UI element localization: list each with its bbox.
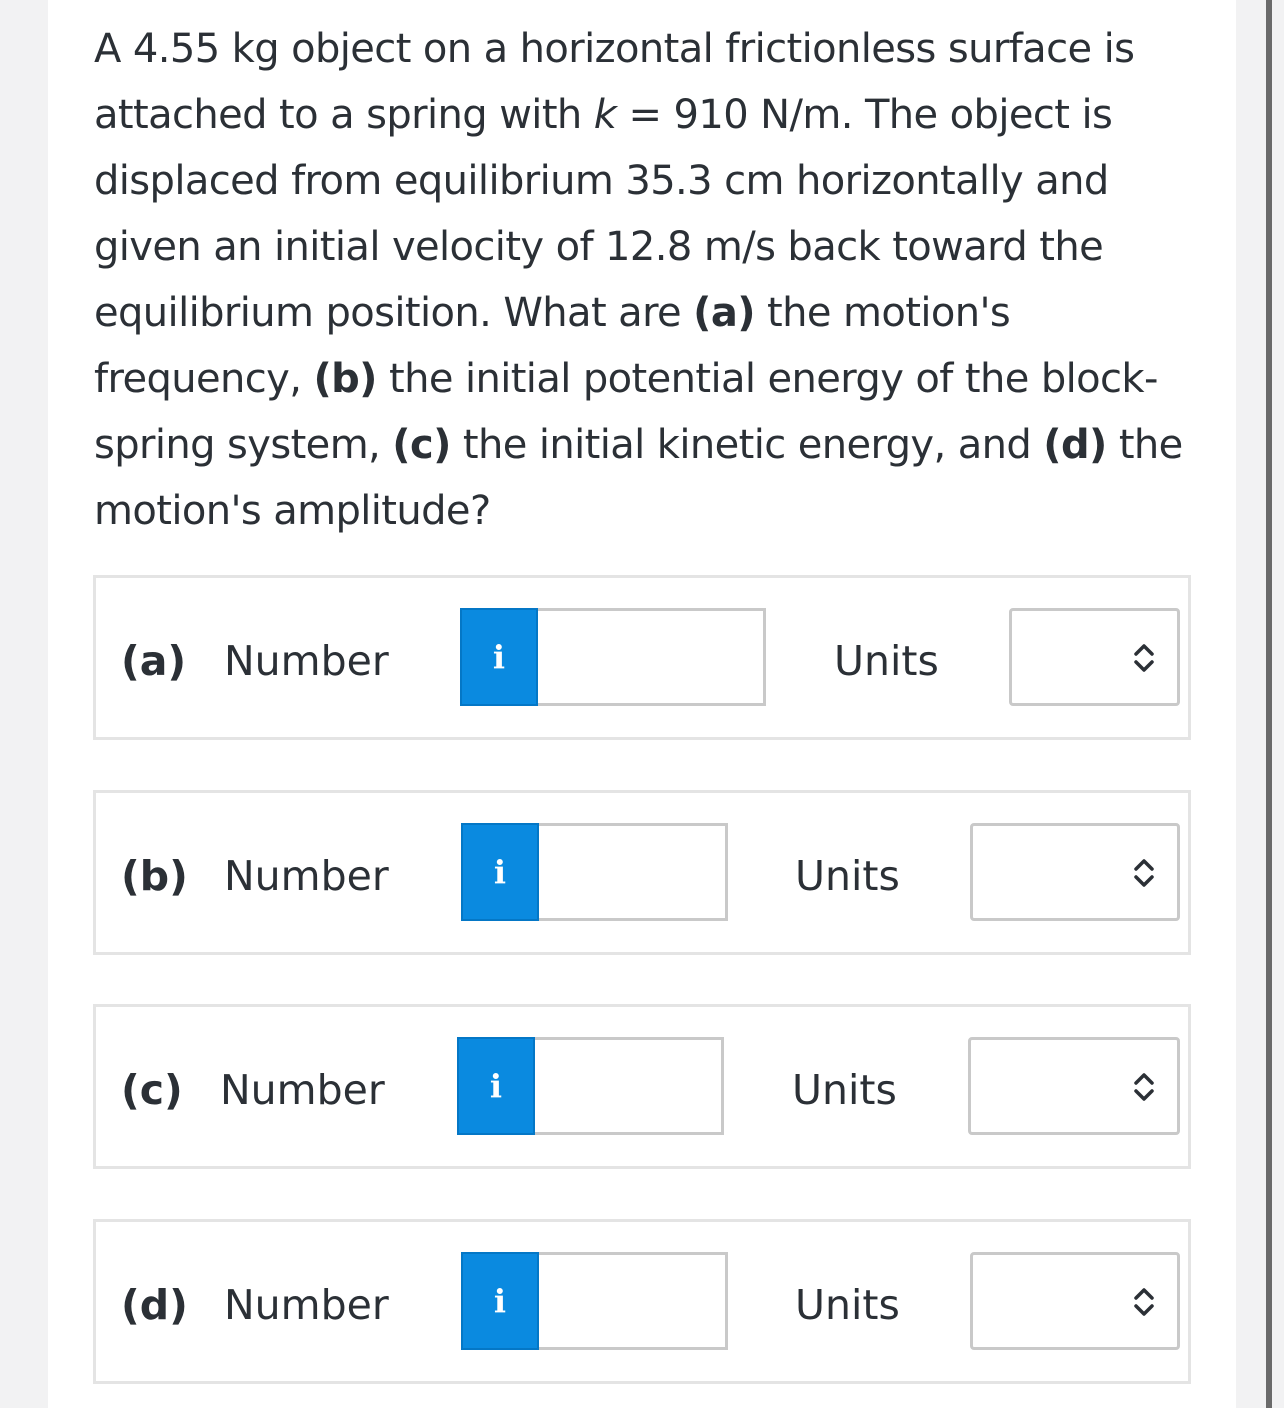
part-letter: (b) bbox=[121, 852, 188, 900]
chevron-up-down-icon bbox=[1133, 856, 1155, 890]
answer-row-a bbox=[93, 575, 1191, 740]
units-label: Units bbox=[792, 1066, 897, 1114]
number-input[interactable] bbox=[535, 1037, 724, 1135]
chevron-up-down-icon bbox=[1133, 1285, 1155, 1319]
answer-row-c bbox=[93, 1004, 1191, 1169]
info-icon-button[interactable]: i bbox=[457, 1037, 535, 1135]
units-select[interactable] bbox=[970, 1252, 1180, 1350]
answer-row-b bbox=[93, 790, 1191, 955]
number-label: Number bbox=[220, 1066, 385, 1114]
scrollbar[interactable] bbox=[1266, 0, 1272, 1408]
question-b-text: the initial potential energy of the block-spring system, bbox=[94, 356, 1158, 468]
units-select[interactable] bbox=[968, 1037, 1180, 1135]
number-input[interactable] bbox=[538, 608, 766, 706]
part-letter: (c) bbox=[121, 1066, 183, 1114]
question-a-text: the motion's frequency, bbox=[94, 290, 1011, 402]
k-symbol: k bbox=[593, 92, 617, 138]
marker-c: (c) bbox=[392, 422, 451, 468]
question-seg1: A 4.55 kg object on a horizontal frictionless surface is attached to a spring with bbox=[94, 26, 1135, 138]
units-label: Units bbox=[795, 852, 900, 900]
number-input[interactable] bbox=[539, 823, 728, 921]
number-input[interactable] bbox=[539, 1252, 728, 1350]
info-icon-button[interactable]: i bbox=[461, 1252, 539, 1350]
info-icon-button[interactable]: i bbox=[461, 823, 539, 921]
info-icon-button[interactable]: i bbox=[460, 608, 538, 706]
units-select[interactable] bbox=[1009, 608, 1180, 706]
question-text bbox=[94, 16, 1204, 544]
number-label: Number bbox=[224, 852, 389, 900]
part-letter: (a) bbox=[121, 637, 187, 685]
marker-a: (a) bbox=[693, 290, 755, 336]
question-c-text: the initial kinetic energy, and bbox=[450, 422, 1044, 468]
units-label: Units bbox=[834, 637, 939, 685]
number-label: Number bbox=[224, 637, 389, 685]
chevron-up-down-icon bbox=[1133, 1070, 1155, 1104]
chevron-up-down-icon bbox=[1133, 641, 1155, 675]
part-letter: (d) bbox=[121, 1281, 188, 1329]
units-select[interactable] bbox=[970, 823, 1180, 921]
question-seg2: = 910 N/m. The object is displaced from equilibrium 35.3 cm horizontally and given an initial velocity of 12.8 m/s back toward the equilibrium position. What are bbox=[94, 92, 1113, 336]
units-label: Units bbox=[795, 1281, 900, 1329]
marker-b: (b) bbox=[313, 356, 377, 402]
answer-row-d bbox=[93, 1219, 1191, 1384]
marker-d: (d) bbox=[1043, 422, 1107, 468]
number-label: Number bbox=[224, 1281, 389, 1329]
question-d-text: the motion's amplitude? bbox=[94, 422, 1183, 534]
